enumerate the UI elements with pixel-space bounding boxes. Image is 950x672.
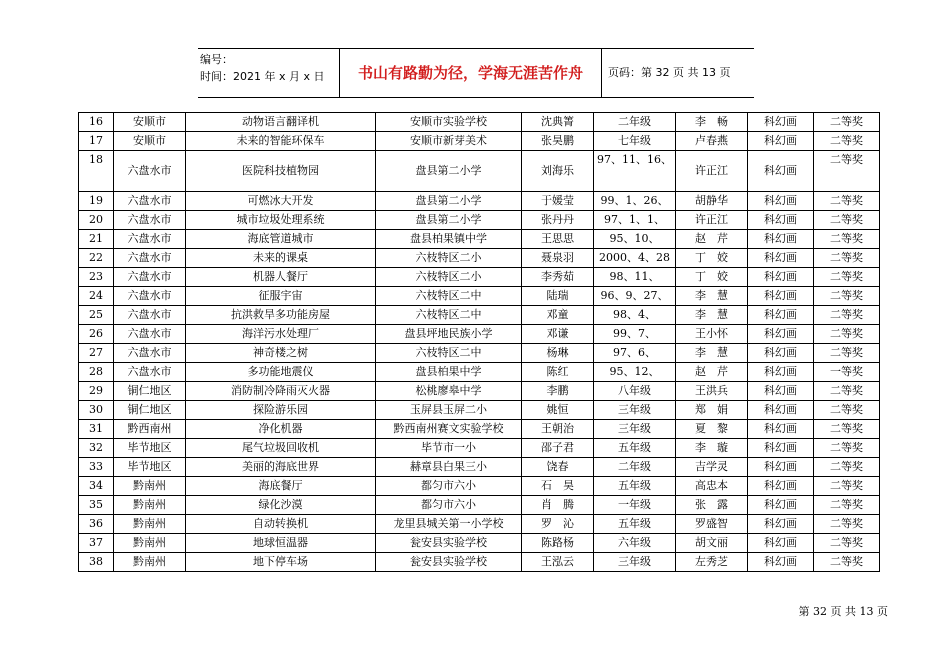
cell-region: 六盘水市 — [114, 363, 186, 382]
cell-award: 二等奖 — [814, 151, 880, 192]
cell-grade: 一年级 — [594, 496, 676, 515]
cell-name: 罗 沁 — [522, 515, 594, 534]
cell-region: 安顺市 — [114, 113, 186, 132]
cell-teacher: 张 露 — [676, 496, 748, 515]
cell-name: 沈典箐 — [522, 113, 594, 132]
cell-region: 安顺市 — [114, 132, 186, 151]
cell-region: 六盘水市 — [114, 211, 186, 230]
cell-school: 六枝特区二中 — [376, 306, 522, 325]
cell-grade: 三年级 — [594, 420, 676, 439]
cell-title: 消防制冷降雨灭火器 — [186, 382, 376, 401]
cell-teacher: 赵 芹 — [676, 230, 748, 249]
cell-region: 六盘水市 — [114, 306, 186, 325]
table-row — [79, 477, 880, 496]
cell-grade: 97、6、 — [594, 344, 676, 363]
cell-award: 二等奖 — [814, 553, 880, 572]
cell-teacher: 卢春燕 — [676, 132, 748, 151]
cell-region: 铜仁地区 — [114, 382, 186, 401]
cell-school: 六枝特区二中 — [376, 344, 522, 363]
cell-region: 六盘水市 — [114, 192, 186, 211]
cell-name: 邓童 — [522, 306, 594, 325]
cell-school: 盘县第二小学 — [376, 211, 522, 230]
cell-teacher: 夏 黎 — [676, 420, 748, 439]
cell-name: 邓谦 — [522, 325, 594, 344]
cell-teacher: 李 慧 — [676, 306, 748, 325]
awards-table-body — [79, 113, 880, 572]
header-motto: 书山有路勤为径，学海无涯苦作舟 — [340, 49, 602, 97]
cell-category: 科幻画 — [748, 344, 814, 363]
cell-no: 18 — [79, 151, 114, 192]
cell-teacher: 罗盛智 — [676, 515, 748, 534]
cell-school: 六枝特区二小 — [376, 249, 522, 268]
cell-teacher: 李 璇 — [676, 439, 748, 458]
cell-category: 科幻画 — [748, 553, 814, 572]
cell-school: 瓮安县实验学校 — [376, 553, 522, 572]
cell-award: 二等奖 — [814, 496, 880, 515]
table-row — [79, 401, 880, 420]
cell-grade: 98、4、 — [594, 306, 676, 325]
cell-award: 二等奖 — [814, 211, 880, 230]
cell-category: 科幻画 — [748, 382, 814, 401]
cell-no: 38 — [79, 553, 114, 572]
cell-grade: 二年级 — [594, 458, 676, 477]
cell-region: 铜仁地区 — [114, 401, 186, 420]
cell-no: 29 — [79, 382, 114, 401]
cell-school: 龙里县城关第一小学校 — [376, 515, 522, 534]
cell-region: 毕节地区 — [114, 439, 186, 458]
cell-teacher: 李 慧 — [676, 287, 748, 306]
cell-award: 二等奖 — [814, 249, 880, 268]
cell-title: 征服宇宙 — [186, 287, 376, 306]
cell-category: 科幻画 — [748, 306, 814, 325]
cell-no: 24 — [79, 287, 114, 306]
header-page-code: 页码：第 32 页 共 13 页 — [608, 66, 731, 79]
cell-name: 张丹丹 — [522, 211, 594, 230]
cell-no: 25 — [79, 306, 114, 325]
table-row — [79, 230, 880, 249]
cell-region: 黔南州 — [114, 477, 186, 496]
cell-title: 可燃冰大开发 — [186, 192, 376, 211]
cell-school: 盘县第二小学 — [376, 192, 522, 211]
cell-teacher: 许正江 — [676, 151, 748, 192]
table-row — [79, 325, 880, 344]
cell-grade: 三年级 — [594, 401, 676, 420]
cell-grade: 七年级 — [594, 132, 676, 151]
cell-no: 26 — [79, 325, 114, 344]
cell-award: 二等奖 — [814, 534, 880, 553]
cell-name: 王思思 — [522, 230, 594, 249]
cell-category: 科幻画 — [748, 420, 814, 439]
cell-category: 科幻画 — [748, 287, 814, 306]
cell-teacher: 王小怀 — [676, 325, 748, 344]
cell-school: 玉屏县玉屏二小 — [376, 401, 522, 420]
cell-no: 21 — [79, 230, 114, 249]
cell-award: 二等奖 — [814, 287, 880, 306]
cell-title: 海底餐厅 — [186, 477, 376, 496]
cell-region: 六盘水市 — [114, 249, 186, 268]
cell-title: 净化机器 — [186, 420, 376, 439]
cell-no: 32 — [79, 439, 114, 458]
table-row — [79, 363, 880, 382]
cell-category: 科幻画 — [748, 268, 814, 287]
table-row — [79, 420, 880, 439]
table-row — [79, 458, 880, 477]
cell-grade: 五年级 — [594, 439, 676, 458]
cell-category: 科幻画 — [748, 363, 814, 382]
cell-award: 二等奖 — [814, 268, 880, 287]
cell-grade: 96、9、27、 — [594, 287, 676, 306]
cell-grade: 99、7、 — [594, 325, 676, 344]
cell-name: 李鹏 — [522, 382, 594, 401]
cell-grade: 三年级 — [594, 553, 676, 572]
time-label: 时间：2021 年 x 月 x 日 — [200, 70, 325, 83]
cell-name: 刘海乐 — [522, 151, 594, 192]
cell-teacher: 高忠本 — [676, 477, 748, 496]
cell-name: 李秀茹 — [522, 268, 594, 287]
table-row — [79, 151, 880, 192]
cell-school: 安顺市新芽美术 — [376, 132, 522, 151]
cell-title: 未来的智能环保车 — [186, 132, 376, 151]
awards-table — [78, 112, 880, 572]
cell-school: 盘县坪地民族小学 — [376, 325, 522, 344]
cell-region: 六盘水市 — [114, 268, 186, 287]
cell-no: 19 — [79, 192, 114, 211]
cell-name: 肖 腾 — [522, 496, 594, 515]
cell-title: 自动转换机 — [186, 515, 376, 534]
cell-award: 二等奖 — [814, 420, 880, 439]
cell-grade: 95、10、 — [594, 230, 676, 249]
cell-region: 黔南州 — [114, 515, 186, 534]
cell-title: 美丽的海底世界 — [186, 458, 376, 477]
cell-award: 二等奖 — [814, 306, 880, 325]
cell-title: 神奇楼之树 — [186, 344, 376, 363]
cell-category: 科幻画 — [748, 113, 814, 132]
table-row — [79, 306, 880, 325]
cell-region: 六盘水市 — [114, 287, 186, 306]
page-header — [198, 48, 754, 98]
page-footer: 第 32 页 共 13 页 — [798, 605, 888, 618]
cell-name: 王朝治 — [522, 420, 594, 439]
cell-teacher: 李 畅 — [676, 113, 748, 132]
cell-school: 盘县柏果镇中学 — [376, 230, 522, 249]
table-row — [79, 553, 880, 572]
cell-title: 尾气垃圾回收机 — [186, 439, 376, 458]
cell-category: 科幻画 — [748, 230, 814, 249]
cell-grade: 97、11、16、 — [594, 151, 676, 192]
cell-no: 37 — [79, 534, 114, 553]
cell-region: 六盘水市 — [114, 325, 186, 344]
cell-category: 科幻画 — [748, 515, 814, 534]
cell-award: 二等奖 — [814, 132, 880, 151]
cell-region: 六盘水市 — [114, 230, 186, 249]
table-row — [79, 113, 880, 132]
table-row — [79, 534, 880, 553]
cell-region: 黔南州 — [114, 496, 186, 515]
cell-school: 盘县柏果中学 — [376, 363, 522, 382]
cell-no: 27 — [79, 344, 114, 363]
cell-teacher: 丁 姣 — [676, 268, 748, 287]
cell-title: 城市垃圾处理系统 — [186, 211, 376, 230]
cell-grade: 八年级 — [594, 382, 676, 401]
table-row — [79, 382, 880, 401]
cell-category: 科幻画 — [748, 496, 814, 515]
cell-school: 瓮安县实验学校 — [376, 534, 522, 553]
cell-category: 科幻画 — [748, 477, 814, 496]
cell-school: 盘县第二小学 — [376, 151, 522, 192]
cell-name: 石 昊 — [522, 477, 594, 496]
cell-name: 王泓云 — [522, 553, 594, 572]
table-row — [79, 344, 880, 363]
cell-teacher: 许正江 — [676, 211, 748, 230]
cell-no: 20 — [79, 211, 114, 230]
cell-no: 16 — [79, 113, 114, 132]
cell-name: 于媛莹 — [522, 192, 594, 211]
cell-title: 多功能地震仪 — [186, 363, 376, 382]
cell-name: 杨琳 — [522, 344, 594, 363]
number-label: 编号： — [200, 53, 233, 66]
cell-region: 黔南州 — [114, 534, 186, 553]
cell-title: 机器人餐厅 — [186, 268, 376, 287]
cell-teacher: 吉学灵 — [676, 458, 748, 477]
cell-no: 35 — [79, 496, 114, 515]
cell-grade: 2000、4、28 — [594, 249, 676, 268]
cell-no: 34 — [79, 477, 114, 496]
cell-grade: 二年级 — [594, 113, 676, 132]
cell-title: 绿化沙漠 — [186, 496, 376, 515]
cell-grade: 98、11、 — [594, 268, 676, 287]
cell-no: 17 — [79, 132, 114, 151]
table-row — [79, 249, 880, 268]
cell-category: 科幻画 — [748, 151, 814, 192]
cell-school: 六枝特区二中 — [376, 287, 522, 306]
table-row — [79, 515, 880, 534]
cell-award: 二等奖 — [814, 439, 880, 458]
cell-category: 科幻画 — [748, 534, 814, 553]
cell-award: 二等奖 — [814, 401, 880, 420]
cell-name: 陈红 — [522, 363, 594, 382]
table-row — [79, 268, 880, 287]
cell-grade: 五年级 — [594, 515, 676, 534]
cell-name: 聂泉羽 — [522, 249, 594, 268]
cell-award: 二等奖 — [814, 325, 880, 344]
cell-grade: 99、1、26、 — [594, 192, 676, 211]
cell-school: 都匀市六小 — [376, 496, 522, 515]
cell-region: 毕节地区 — [114, 458, 186, 477]
cell-award: 二等奖 — [814, 344, 880, 363]
table-row — [79, 132, 880, 151]
cell-grade: 五年级 — [594, 477, 676, 496]
cell-school: 松桃廖皋中学 — [376, 382, 522, 401]
cell-no: 28 — [79, 363, 114, 382]
cell-category: 科幻画 — [748, 439, 814, 458]
cell-no: 31 — [79, 420, 114, 439]
cell-no: 30 — [79, 401, 114, 420]
header-meta — [198, 49, 340, 97]
cell-title: 动物语言翻译机 — [186, 113, 376, 132]
cell-category: 科幻画 — [748, 249, 814, 268]
cell-category: 科幻画 — [748, 132, 814, 151]
cell-award: 二等奖 — [814, 458, 880, 477]
cell-teacher: 赵 芹 — [676, 363, 748, 382]
cell-teacher: 丁 姣 — [676, 249, 748, 268]
cell-title: 海洋污水处理厂 — [186, 325, 376, 344]
cell-title: 地下停车场 — [186, 553, 376, 572]
cell-title: 未来的课桌 — [186, 249, 376, 268]
cell-grade: 六年级 — [594, 534, 676, 553]
cell-no: 23 — [79, 268, 114, 287]
cell-name: 陈路杨 — [522, 534, 594, 553]
cell-teacher: 左秀芝 — [676, 553, 748, 572]
cell-teacher: 胡文丽 — [676, 534, 748, 553]
cell-region: 黔南州 — [114, 553, 186, 572]
cell-award: 二等奖 — [814, 515, 880, 534]
cell-region: 黔西南州 — [114, 420, 186, 439]
cell-no: 33 — [79, 458, 114, 477]
cell-category: 科幻画 — [748, 458, 814, 477]
cell-title: 探险游乐园 — [186, 401, 376, 420]
cell-award: 二等奖 — [814, 113, 880, 132]
cell-title: 医院科技植物园 — [186, 151, 376, 192]
table-row — [79, 439, 880, 458]
table-row — [79, 192, 880, 211]
cell-no: 36 — [79, 515, 114, 534]
cell-grade: 95、12、 — [594, 363, 676, 382]
cell-title: 地球恒温器 — [186, 534, 376, 553]
cell-award: 二等奖 — [814, 382, 880, 401]
cell-name: 邵子君 — [522, 439, 594, 458]
cell-award: 二等奖 — [814, 477, 880, 496]
cell-school: 六枝特区二小 — [376, 268, 522, 287]
cell-teacher: 胡静华 — [676, 192, 748, 211]
cell-name: 张昊鹏 — [522, 132, 594, 151]
cell-name: 饶春 — [522, 458, 594, 477]
cell-school: 赫章县白果三小 — [376, 458, 522, 477]
cell-category: 科幻画 — [748, 192, 814, 211]
cell-title: 海底管道城市 — [186, 230, 376, 249]
cell-teacher: 王洪兵 — [676, 382, 748, 401]
cell-school: 毕节市一小 — [376, 439, 522, 458]
cell-award: 二等奖 — [814, 192, 880, 211]
cell-category: 科幻画 — [748, 325, 814, 344]
cell-teacher: 郑 娟 — [676, 401, 748, 420]
table-row — [79, 287, 880, 306]
cell-no: 22 — [79, 249, 114, 268]
cell-award: 一等奖 — [814, 363, 880, 382]
cell-award: 二等奖 — [814, 230, 880, 249]
cell-grade: 97、1、1、 — [594, 211, 676, 230]
cell-category: 科幻画 — [748, 211, 814, 230]
cell-teacher: 李 慧 — [676, 344, 748, 363]
cell-region: 六盘水市 — [114, 151, 186, 192]
table-row — [79, 211, 880, 230]
table-row — [79, 496, 880, 515]
cell-school: 黔西南州赛文实验学校 — [376, 420, 522, 439]
cell-title: 抗洪救旱多功能房屋 — [186, 306, 376, 325]
cell-name: 陆瑞 — [522, 287, 594, 306]
cell-category: 科幻画 — [748, 401, 814, 420]
cell-name: 姚恒 — [522, 401, 594, 420]
cell-region: 六盘水市 — [114, 344, 186, 363]
cell-school: 安顺市实验学校 — [376, 113, 522, 132]
cell-school: 都匀市六小 — [376, 477, 522, 496]
